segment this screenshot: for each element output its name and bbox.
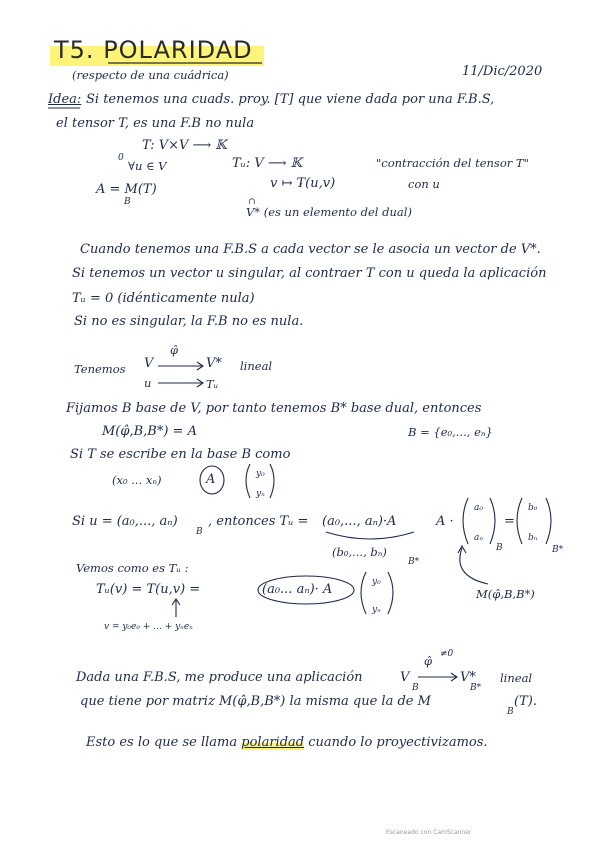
idea-label: Idea: — [48, 92, 82, 107]
matrix-A-sub: B — [124, 197, 131, 207]
zero-mark: 0 — [118, 153, 124, 163]
matrix-label: M(φ̂,B,B*) — [476, 587, 535, 601]
s2-line2: Si tenemos un vector u singular, al contraer T con u queda la aplicación — [72, 266, 547, 281]
col-b-sub: B* — [552, 545, 564, 555]
result-row-sub: B* — [408, 557, 420, 567]
row-vec: (x₀ ... xₙ) — [112, 473, 162, 487]
entonces: , entonces Tᵤ = — [208, 514, 309, 529]
col-b-bot: bₙ — [528, 533, 538, 543]
si-u: Si u = (a₀,..., aₙ) — [72, 514, 178, 529]
Tuv: Tᵤ(v) = T(u,v) = — [96, 582, 201, 597]
col-a-top: a₀ — [474, 503, 483, 513]
s2-line4: Si no es singular, la F.B no es nula. — [74, 314, 304, 329]
map-T: T: V×V ⟶ 𝕂 — [142, 138, 227, 153]
s7-VBstar: V* — [460, 670, 476, 685]
row-a: (a₀,..., aₙ)·A — [322, 514, 397, 529]
s3-Vstar: V* — [206, 356, 222, 371]
s2-line1: Cuando tenemos una F.B.S a cada vector se le asocia un vector de V*. — [80, 242, 541, 257]
tenemos: Tenemos — [74, 362, 126, 376]
s3-lineal: lineal — [240, 359, 273, 373]
s7-VB-sub: B — [412, 683, 419, 693]
contraction-note: "contracción del tensor T" — [376, 156, 529, 170]
s7-line2-end: (T). — [514, 694, 537, 709]
Tu-map: Tᵤ: V ⟶ 𝕂 — [232, 156, 302, 171]
scanner-watermark: Escaneado con CamScanner — [386, 829, 472, 836]
page-title: T5. POLARIDAD — [54, 36, 253, 64]
s7-line2-sub: B — [507, 707, 514, 717]
s7-neq0: ≠0 — [440, 649, 454, 659]
vemos: Vemos como es Tᵤ : — [76, 561, 189, 575]
si-u-sub: B — [196, 527, 203, 537]
col-a-bot: aₙ — [474, 533, 484, 543]
s7-line3: Esto es lo que se llama polaridad cuando lo proyectivizamos. — [86, 735, 488, 750]
matrix-A: A = M(T) — [96, 182, 157, 197]
s7-line1: Dada una F.B.S, me produce una aplicación — [76, 670, 363, 685]
s3-u: u — [144, 376, 152, 390]
si-T: Si T se escribe en la base B como — [70, 447, 291, 462]
s7-line2: que tiene por matriz M(φ̂,B,B*) la misma que la de M — [80, 694, 431, 709]
s2-line3: Tᵤ = 0 (idénticamente nula) — [72, 291, 255, 306]
s3-Tu: Tᵤ — [206, 377, 219, 391]
s6-col-bot: yₙ — [372, 605, 381, 615]
B-dual: B = {e₀,..., eₙ} — [408, 425, 493, 439]
M-eq: M(φ̂,B,B*) = A — [102, 424, 197, 439]
polaridad-term: polaridad — [241, 735, 305, 750]
subtitle: (respecto de una cuádrica) — [72, 68, 229, 82]
s3-phi-hat: φ̂ — [170, 343, 179, 357]
s3-V: V — [144, 356, 154, 371]
s7-VBstar-sub: B* — [470, 683, 482, 693]
result-row: (b₀,..., bₙ) — [332, 545, 387, 559]
in-symbol: ∩ — [248, 197, 256, 207]
idea-line2: el tensor T, es una F.B no nula — [56, 116, 255, 131]
A-paren: A — [206, 472, 216, 487]
fijamos: Fijamos B base de V, por tanto tenemos B* base dual, entonces — [66, 401, 482, 416]
con-u: con u — [408, 177, 440, 191]
eq-sign: = — [504, 514, 515, 529]
A-dot: A · — [436, 514, 454, 529]
col-bot: yₙ — [256, 489, 265, 499]
idea-text: Si tenemos una cuads. proy. [T] que viene dada por una F.B.S, — [86, 92, 495, 107]
V-dual: V* (es un elemento del dual) — [246, 205, 412, 219]
date: 11/Dic/2020 — [462, 64, 543, 79]
col-b-top: b₀ — [528, 503, 538, 513]
s7-phi-hat: φ̂ — [424, 654, 433, 668]
s7-VB: V — [400, 670, 410, 685]
v-def: v = y₀e₀ + ... + yₙeₙ — [104, 622, 193, 632]
s6-col-top: y₀ — [372, 577, 381, 587]
col-a-sub: B — [496, 543, 503, 553]
Tu-rule: v ↦ T(u,v) — [270, 176, 336, 191]
circled-product: (a₀... aₙ)· A — [262, 582, 333, 597]
forall-u: ∀u ∈ V — [128, 159, 167, 173]
col-top: y₀ — [256, 469, 265, 479]
s7-lineal: lineal — [500, 671, 533, 685]
